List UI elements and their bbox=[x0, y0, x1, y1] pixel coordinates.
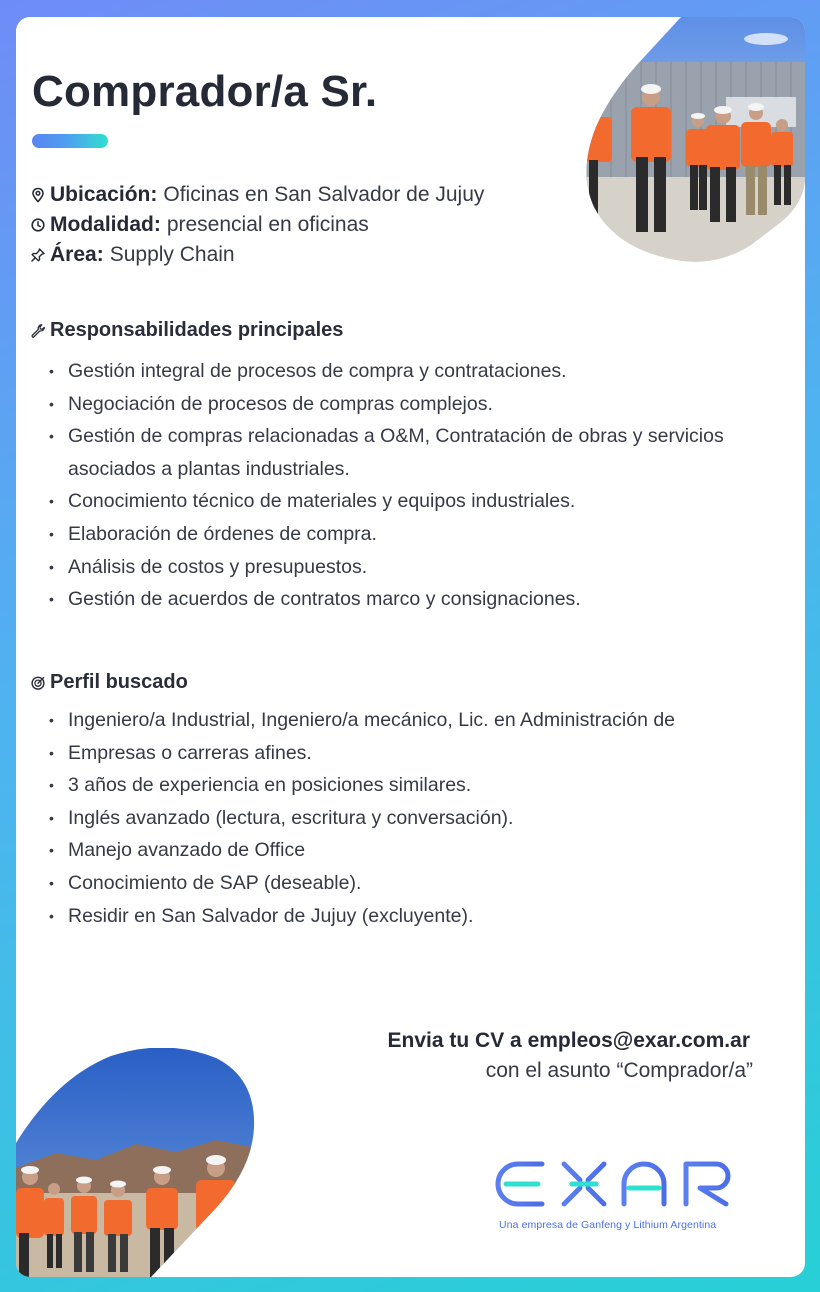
job-card bbox=[16, 17, 805, 1277]
target-icon bbox=[30, 675, 46, 691]
list-item: • Residir en San Salvador de Jujuy (excluyente). bbox=[49, 900, 779, 933]
cta-email-line: Envia tu CV a empleos@exar.com.ar bbox=[387, 1029, 750, 1052]
workers-walking-photo bbox=[586, 17, 805, 262]
meta-location-value: Oficinas en San Salvador de Jujuy bbox=[163, 183, 485, 206]
profile-title-text: Perfil buscado bbox=[50, 671, 188, 693]
list-item: • Empresas o carreras afines. bbox=[49, 737, 779, 770]
meta-area-label: Área: bbox=[50, 243, 104, 266]
responsibilities-list bbox=[49, 355, 779, 616]
list-item: • 3 años de experiencia en posiciones similares. bbox=[49, 769, 779, 802]
cta-subject-line: con el asunto “Comprador/a” bbox=[485, 1059, 753, 1082]
list-item: • Gestión de acuerdos de contratos marco y consignaciones. bbox=[49, 583, 779, 616]
list-item: • Ingeniero/a Industrial, Ingeniero/a mecánico, Lic. en Administración de bbox=[49, 704, 779, 737]
list-item: • Conocimiento técnico de materiales y equipos industriales. bbox=[49, 485, 779, 518]
pushpin-icon bbox=[30, 247, 46, 263]
responsibilities-title-text: Responsabilidades principales bbox=[50, 319, 344, 341]
meta-mode bbox=[30, 210, 484, 240]
list-item: • Elaboración de órdenes de compra. bbox=[49, 518, 779, 551]
list-item: • Inglés avanzado (lectura, escritura y conversación). bbox=[49, 802, 779, 835]
profile-list bbox=[49, 704, 779, 932]
wrench-icon bbox=[30, 323, 46, 339]
meta-area-value: Supply Chain bbox=[109, 243, 235, 266]
meta-location bbox=[30, 180, 484, 210]
workers-group-photo bbox=[16, 1048, 256, 1277]
meta-mode-value: presencial en oficinas bbox=[166, 213, 369, 236]
list-item: • Conocimiento de SAP (deseable). bbox=[49, 867, 779, 900]
list-item: • Negociación de procesos de compras complejos. bbox=[49, 388, 779, 421]
clock-icon bbox=[30, 217, 46, 233]
list-item: • Gestión de compras relacionadas a O&M, Contratación de obras y servicios asociados a plantas industriales. bbox=[49, 420, 779, 485]
list-item: • Gestión integral de procesos de compra y contrataciones. bbox=[49, 355, 779, 388]
job-meta bbox=[30, 180, 484, 270]
meta-location-label: Ubicación: bbox=[50, 183, 158, 206]
list-item: • Análisis de costos y presupuestos. bbox=[49, 551, 779, 584]
list-item: • Manejo avanzado de Office bbox=[49, 834, 779, 867]
meta-mode-label: Modalidad: bbox=[50, 213, 161, 236]
brand-tagline: Una empresa de Ganfeng y Lithium Argentina bbox=[499, 1219, 717, 1231]
page-title: Comprador/a Sr. bbox=[32, 67, 378, 116]
profile-title bbox=[30, 671, 188, 694]
meta-area bbox=[30, 240, 484, 270]
responsibilities-title bbox=[30, 319, 343, 342]
exar-logo bbox=[494, 1160, 756, 1208]
map-pin-icon bbox=[30, 187, 46, 203]
title-accent-bar bbox=[32, 134, 108, 148]
